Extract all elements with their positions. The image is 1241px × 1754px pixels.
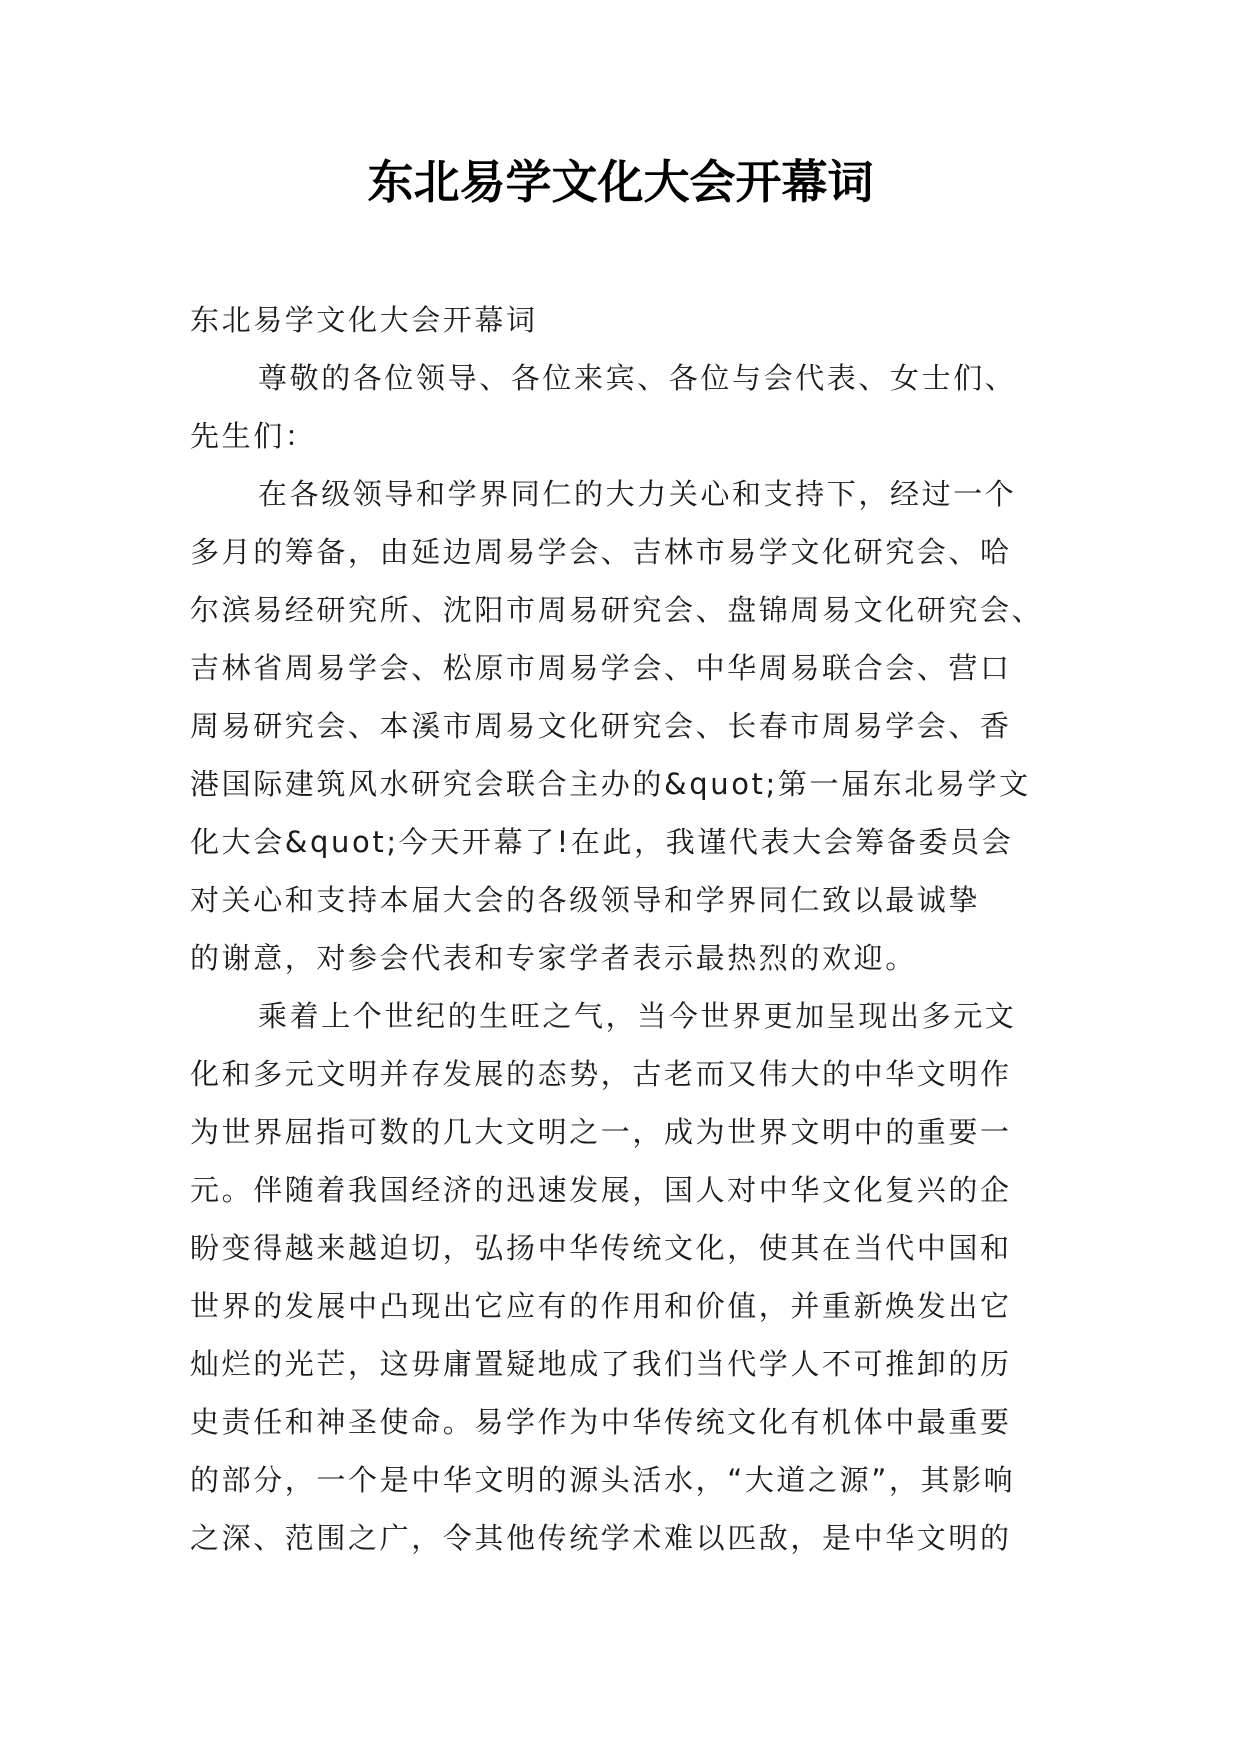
paragraph-line: 的部分，一个是中华文明的源头活水，“大道之源”，其影响 bbox=[190, 1463, 1016, 1497]
paragraph-line: 元。伴随着我国经济的迅速发展，国人对中华文化复兴的企 bbox=[190, 1173, 1012, 1207]
salutation-line: 尊敬的各位领导、各位来宾、各位与会代表、女士们、 bbox=[258, 361, 1017, 395]
paragraph-line: 的谢意，对参会代表和专家学者表示最热烈的欢迎。 bbox=[190, 941, 917, 975]
paragraph-line: 为世界屈指可数的几大文明之一，成为世界文明中的重要一 bbox=[190, 1115, 1012, 1149]
paragraph-line: 多月的筹备，由延边周易学会、吉林市易学文化研究会、哈 bbox=[190, 535, 1012, 569]
paragraph-line: 世界的发展中凸现出它应有的作用和价值，并重新焕发出它 bbox=[190, 1289, 1012, 1323]
paragraph-line: 吉林省周易学会、松原市周易学会、中华周易联合会、营口 bbox=[190, 651, 1012, 685]
document-title: 东北易学文化大会开幕词 bbox=[367, 155, 874, 209]
paragraph-line: 对关心和支持本届大会的各级领导和学界同仁致以最诚挚 bbox=[190, 883, 981, 917]
salutation-line: 先生们： bbox=[190, 419, 317, 453]
paragraph-line: 化大会&quot;今天开幕了!在此，我谨代表大会筹备委员会 bbox=[190, 825, 1014, 859]
paragraph-line: 尔滨易经研究所、沈阳市周易研究会、盘锦周易文化研究会、 bbox=[190, 593, 1044, 627]
paragraph-line: 盼变得越来越迫切，弘扬中华传统文化，使其在当代中国和 bbox=[190, 1231, 1012, 1265]
subtitle-line: 东北易学文化大会开幕词 bbox=[190, 303, 538, 337]
paragraph-line: 在各级领导和学界同仁的大力关心和支持下，经过一个 bbox=[258, 477, 1017, 511]
paragraph-line: 港国际建筑风水研究会联合主办的&quot;第一届东北易学文 bbox=[190, 767, 1031, 801]
paragraph-line: 灿烂的光芒，这毋庸置疑地成了我们当代学人不可推卸的历 bbox=[190, 1347, 1012, 1381]
paragraph-line: 之深、范围之广，令其他传统学术难以匹敌，是中华文明的 bbox=[190, 1521, 1012, 1555]
document-body bbox=[190, 291, 1070, 1567]
paragraph-line: 化和多元文明并存发展的态势，古老而又伟大的中华文明作 bbox=[190, 1057, 1012, 1091]
paragraph-line: 史责任和神圣使命。易学作为中华传统文化有机体中最重要 bbox=[190, 1405, 1012, 1439]
paragraph-line: 乘着上个世纪的生旺之气，当今世界更加呈现出多元文 bbox=[258, 999, 1017, 1033]
paragraph-line: 周易研究会、本溪市周易文化研究会、长春市周易学会、香 bbox=[190, 709, 1012, 743]
